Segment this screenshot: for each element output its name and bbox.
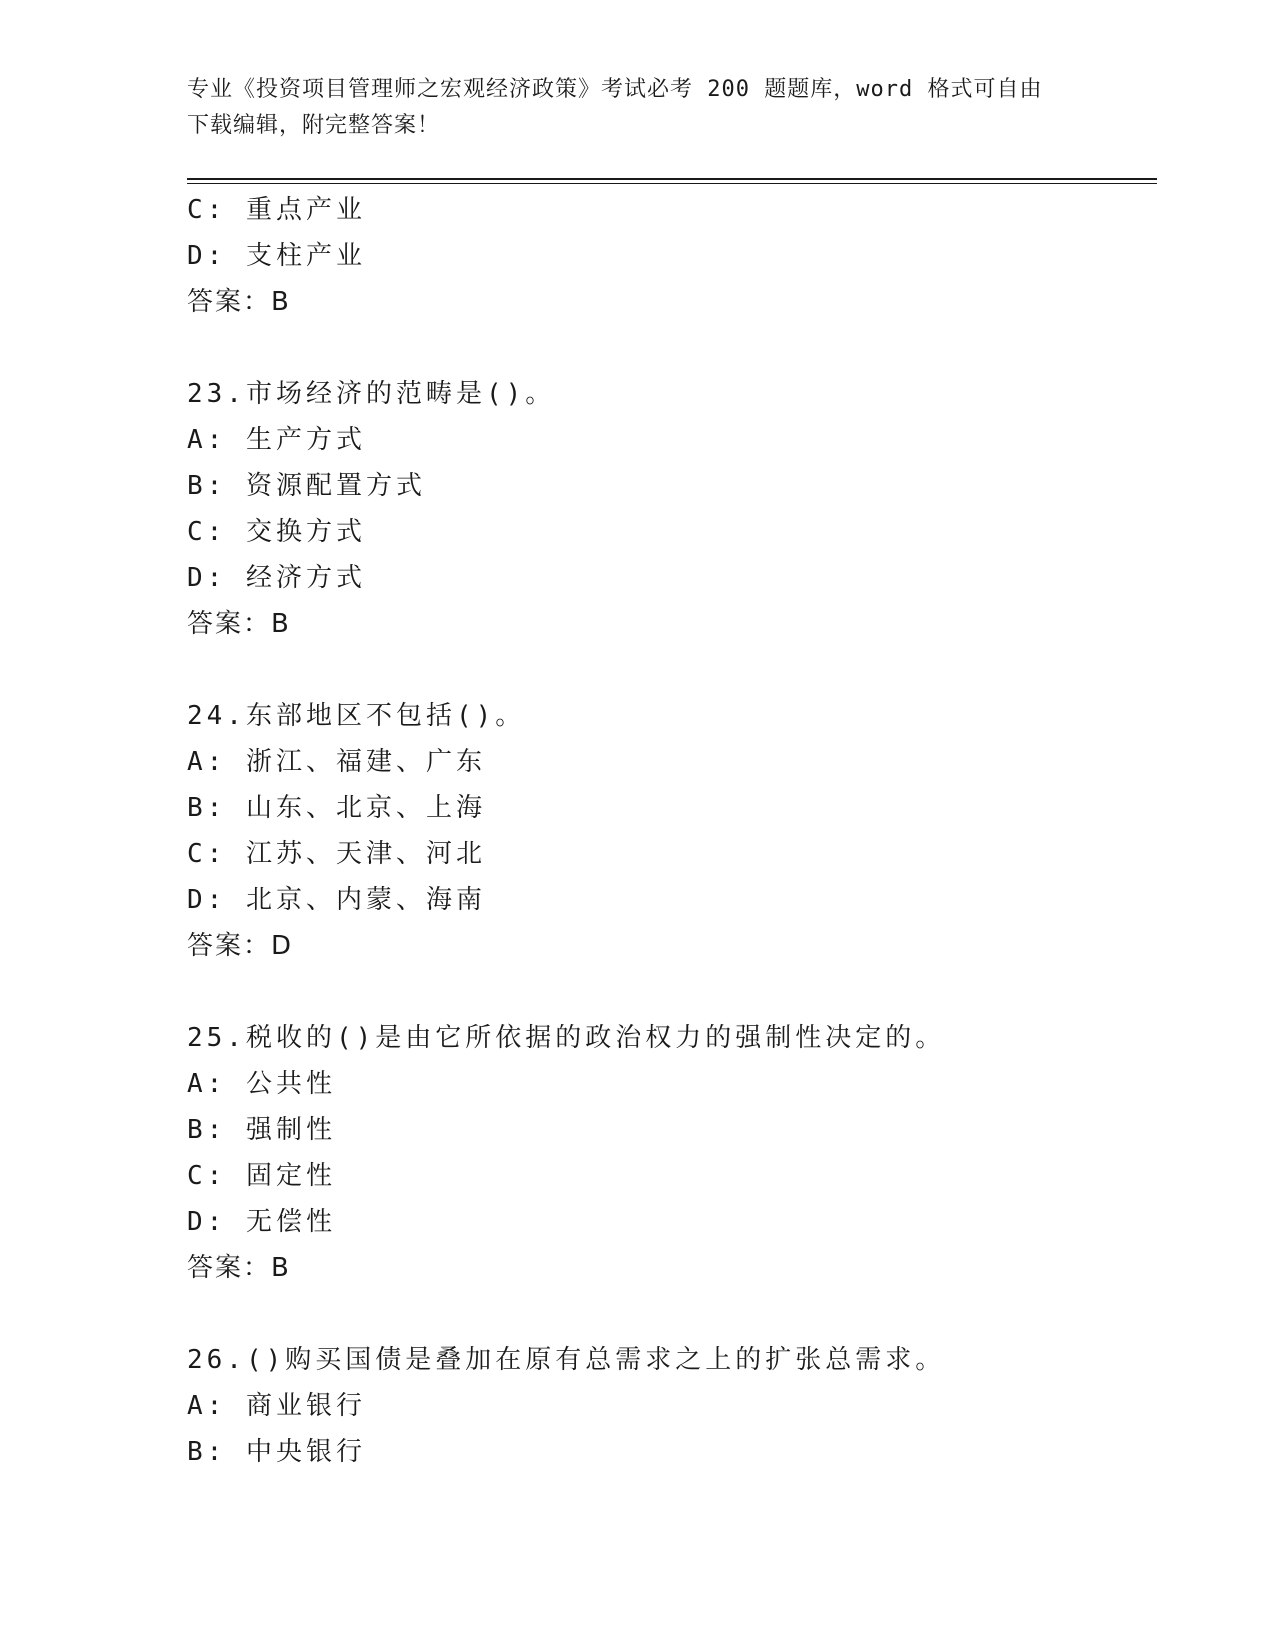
header-title-line-2: 下载编辑，附完整答案！	[187, 113, 441, 138]
option-c: C: 江苏、天津、河北	[187, 839, 486, 869]
option-c: C: 交换方式	[187, 517, 366, 547]
option-c: C: 重点产业	[187, 195, 366, 225]
spacer	[187, 647, 1157, 693]
option-d: D: 经济方式	[187, 563, 366, 593]
header-divider	[187, 178, 1157, 184]
question-block-26	[187, 1337, 1157, 1475]
page-header	[187, 72, 1067, 144]
option-a: A: 公共性	[187, 1069, 336, 1099]
question-text: 25.税收的()是由它所依据的政治权力的强制性决定的。	[187, 1023, 946, 1053]
option-c: C: 固定性	[187, 1161, 336, 1191]
question-block-25	[187, 1015, 1157, 1291]
question-text: 24.东部地区不包括()。	[187, 701, 526, 731]
question-block-22-continued	[187, 187, 1157, 325]
option-a: A: 生产方式	[187, 425, 366, 455]
spacer	[187, 325, 1157, 371]
option-a: A: 浙江、福建、广东	[187, 747, 486, 777]
option-b: B: 强制性	[187, 1115, 336, 1145]
spacer	[187, 1291, 1157, 1337]
question-text: 23.市场经济的范畴是()。	[187, 379, 556, 409]
option-d: D: 支柱产业	[187, 241, 366, 271]
option-b: B: 中央银行	[187, 1437, 366, 1467]
option-d: D: 无偿性	[187, 1207, 336, 1237]
answer: 答案：B	[187, 287, 291, 317]
answer: 答案：B	[187, 609, 291, 639]
question-list	[187, 187, 1157, 1475]
question-block-23	[187, 371, 1157, 647]
option-b: B: 资源配置方式	[187, 471, 426, 501]
header-title-line-1: 专业《投资项目管理师之宏观经济政策》考试必考 200 题题库，word 格式可自由	[187, 77, 1043, 102]
option-b: B: 山东、北京、上海	[187, 793, 486, 823]
question-block-24	[187, 693, 1157, 969]
spacer	[187, 969, 1157, 1015]
answer: 答案：D	[187, 931, 294, 961]
question-text: 26.()购买国债是叠加在原有总需求之上的扩张总需求。	[187, 1345, 946, 1375]
option-d: D: 北京、内蒙、海南	[187, 885, 486, 915]
option-a: A: 商业银行	[187, 1391, 366, 1421]
answer: 答案：B	[187, 1253, 291, 1283]
